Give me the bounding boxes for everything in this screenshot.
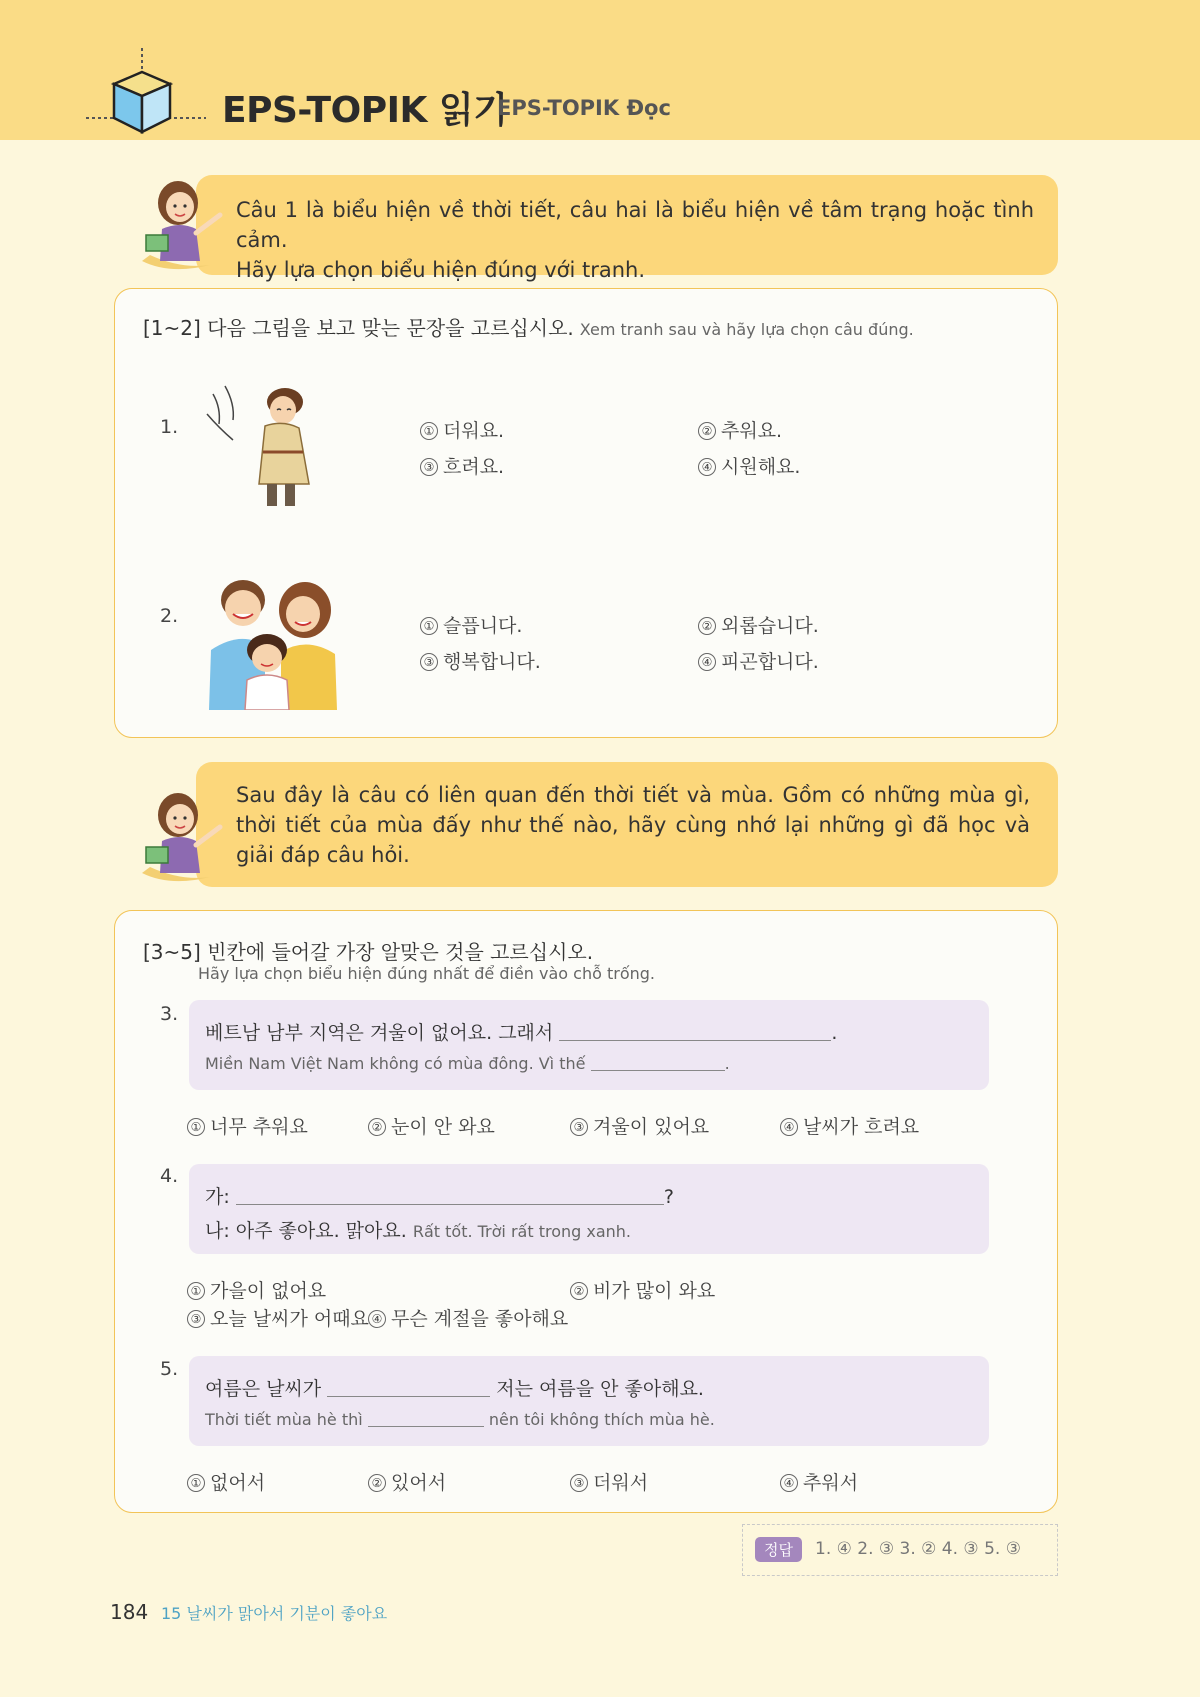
q1-option-4-label: 시원해요. xyxy=(721,456,801,478)
q4-speaker-b-vietnamese: Rất tốt. Trời rất trong xanh. xyxy=(412,1222,632,1241)
q3-vietnamese-line: Miền Nam Việt Nam không có mùa đông. Vì thế . xyxy=(205,1054,730,1073)
q5-option-2-label: 있어서 xyxy=(391,1472,447,1494)
q4-blank[interactable] xyxy=(236,1204,664,1205)
answer-key xyxy=(742,1524,1058,1576)
q1-option-1-label: 더워요. xyxy=(443,420,505,442)
q3-option-3-label: 겨울이 있어요 xyxy=(593,1116,710,1138)
q5-korean-text-b: 저는 여름을 안 좋아해요. xyxy=(496,1378,704,1400)
q1-option-1[interactable]: ① 더워요. xyxy=(420,416,504,443)
q5-option-4-label: 추워서 xyxy=(803,1472,859,1494)
q2-option-1-label: 슬픕니다. xyxy=(443,615,523,637)
q4-speaker-a: 가: xyxy=(205,1186,230,1208)
teacher-illustration-2 xyxy=(140,787,234,883)
answer-key-label: 정답 xyxy=(755,1537,802,1562)
q5-option-3-label: 더워서 xyxy=(593,1472,649,1494)
q5-korean-text-a: 여름은 날씨가 xyxy=(205,1378,322,1400)
q4-line-1: 가: ? xyxy=(205,1186,674,1208)
question-2-number: 2. xyxy=(160,605,179,627)
q4-speaker-b-korean: 나: 아주 좋아요. 맑아요. xyxy=(205,1220,407,1242)
q4-option-1-label: 가을이 없어요 xyxy=(210,1280,327,1302)
q3-blank[interactable] xyxy=(559,1040,831,1041)
q2-option-2-label: 외롭습니다. xyxy=(721,615,819,637)
q3-option-4[interactable]: ④ 날씨가 흐려요 xyxy=(780,1112,919,1139)
q3-option-1-label: 너무 추워요 xyxy=(210,1116,308,1138)
q4-option-2-label: 비가 많이 와요 xyxy=(593,1280,716,1302)
cold-man-illustration xyxy=(205,380,325,512)
q5-option-1[interactable]: ① 없어서 xyxy=(187,1468,265,1495)
q3-korean-line: 베트남 남부 지역은 겨울이 없어요. 그래서 . xyxy=(205,1022,838,1044)
q3-option-4-label: 날씨가 흐려요 xyxy=(803,1116,920,1138)
speech-2-text: Sau đây là câu có liên quan đến thời tiết và mùa. Gồm có những mùa gì, thời tiết của mùa đấy như thế nào, hãy cùng nhớ lại những gì đã học và giải đáp câu hỏi. xyxy=(236,783,1030,867)
q3-option-1[interactable]: ① 너무 추워요 xyxy=(187,1112,308,1139)
q5-vietnamese-line xyxy=(205,1410,715,1429)
question-5-number: 5. xyxy=(160,1358,179,1380)
happy-family-illustration xyxy=(205,570,350,710)
question-3-number: 3. xyxy=(160,1003,179,1025)
q4-option-4[interactable]: ④ 무슨 계절을 좋아해요 xyxy=(368,1304,568,1331)
question-3-box xyxy=(189,1000,989,1090)
q4-option-1[interactable]: ① 가을이 없어요 xyxy=(187,1276,326,1303)
chapter-title: 15 날씨가 맑아서 기분이 좋아요 xyxy=(161,1604,388,1623)
teacher-illustration xyxy=(140,175,234,271)
q4-option-3[interactable]: ③ 오늘 날씨가 어때요 xyxy=(187,1304,369,1331)
speech-1-line-2: Hãy lựa chọn biểu hiện đúng với tranh. xyxy=(236,258,646,282)
q5-option-2[interactable]: ② 있어서 xyxy=(368,1468,446,1495)
q5-korean-line xyxy=(205,1374,704,1401)
cube-icon xyxy=(86,48,206,140)
q1-option-3-label: 흐려요. xyxy=(443,456,505,478)
speech-1-line-1: Câu 1 là biểu hiện về thời tiết, câu hai là biểu hiện về tâm trạng hoặc tình cảm. xyxy=(236,198,1034,252)
q5-vi-blank xyxy=(368,1426,484,1427)
page-number: 184 xyxy=(110,1600,149,1624)
q5-vietnamese-text-a: Thời tiết mùa hè thì xyxy=(205,1410,363,1429)
q2-option-4[interactable]: ④ 피곤합니다. xyxy=(698,647,819,674)
section-1-instruction-ko: [1~2] 다음 그림을 보고 맞는 문장을 고르십시오. xyxy=(143,316,574,340)
question-1-number: 1. xyxy=(160,416,179,438)
question-4-number: 4. xyxy=(160,1165,179,1187)
q5-option-3[interactable]: ③ 더워서 xyxy=(570,1468,648,1495)
q3-vi-blank xyxy=(591,1070,725,1071)
q3-option-2-label: 눈이 안 와요 xyxy=(391,1116,495,1138)
q3-vietnamese-text: Miền Nam Việt Nam không có mùa đông. Vì thế xyxy=(205,1054,586,1073)
speech-bubble-1 xyxy=(196,175,1058,282)
q4-option-4-label: 무슨 계절을 좋아해요 xyxy=(391,1308,569,1330)
q1-option-3[interactable]: ③ 흐려요. xyxy=(420,452,504,479)
q1-option-2-label: 추워요. xyxy=(721,420,783,442)
q4-option-3-label: 오늘 날씨가 어때요 xyxy=(210,1308,369,1330)
q5-blank[interactable] xyxy=(327,1396,490,1397)
question-5-box xyxy=(189,1356,989,1446)
section-2-instruction: [3~5] 빈칸에 들어갈 가장 알맞은 것을 고르십시오. xyxy=(143,940,594,964)
q5-vietnamese-text-b: nên tôi không thích mùa hè. xyxy=(488,1410,715,1429)
section-1-instruction-vi: Xem tranh sau và hãy lựa chọn câu đúng. xyxy=(579,320,914,339)
q2-option-2[interactable]: ② 외롭습니다. xyxy=(698,611,819,638)
q2-option-3[interactable]: ③ 행복합니다. xyxy=(420,647,541,674)
section-2-instruction-vi: Hãy lựa chọn biểu hiện đúng nhất để điền vào chỗ trống. xyxy=(198,964,656,983)
q1-option-2[interactable]: ② 추워요. xyxy=(698,416,782,443)
q2-option-4-label: 피곤합니다. xyxy=(721,651,819,673)
section-1-instruction xyxy=(143,312,914,341)
q3-option-2[interactable]: ② 눈이 안 와요 xyxy=(368,1112,495,1139)
q2-option-3-label: 행복합니다. xyxy=(443,651,541,673)
q1-option-4[interactable]: ④ 시원해요. xyxy=(698,452,800,479)
q4-option-2[interactable]: ② 비가 많이 와요 xyxy=(570,1276,715,1303)
q4-line-2 xyxy=(205,1216,631,1243)
speech-bubble-2 xyxy=(196,762,1058,887)
question-4-box xyxy=(189,1164,989,1254)
answer-key-text: 1. ④ 2. ③ 3. ② 4. ③ 5. ③ xyxy=(815,1539,1021,1559)
q2-option-1[interactable]: ① 슬픕니다. xyxy=(420,611,522,638)
q3-option-3[interactable]: ③ 겨울이 있어요 xyxy=(570,1112,709,1139)
q3-korean-text: 베트남 남부 지역은 겨울이 없어요. 그래서 xyxy=(205,1022,554,1044)
page-subtitle: EPS-TOPIK Đọc xyxy=(497,96,671,120)
q5-option-1-label: 없어서 xyxy=(210,1472,266,1494)
page-title: EPS-TOPIK 읽기 xyxy=(222,90,508,131)
q5-option-4[interactable]: ④ 추워서 xyxy=(780,1468,858,1495)
